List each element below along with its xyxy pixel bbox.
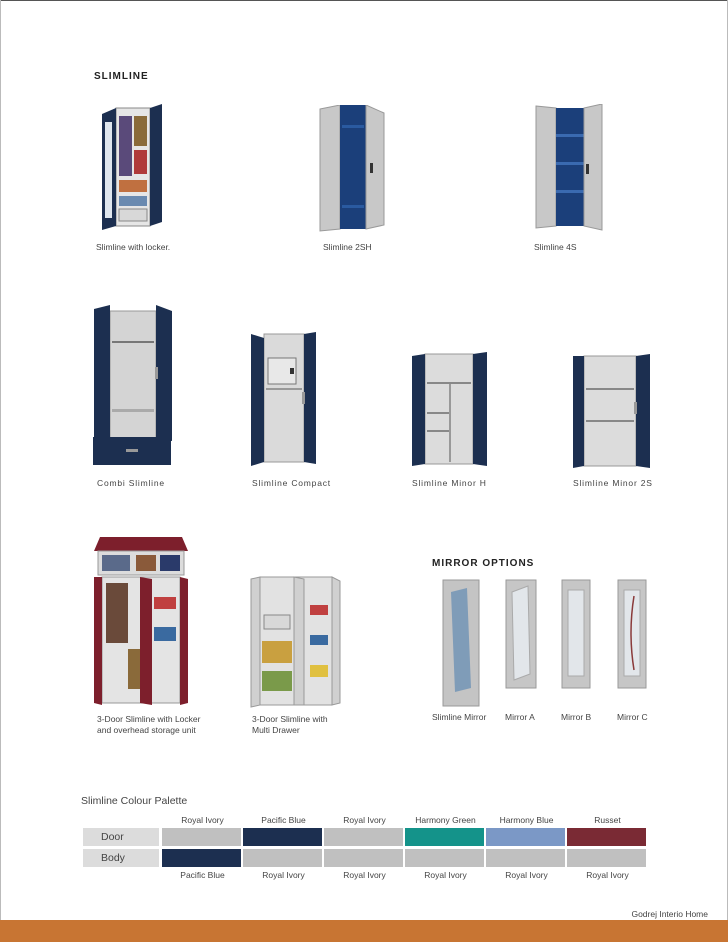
slimline-minor-2s-image — [572, 354, 652, 470]
body-colour-swatch — [324, 849, 403, 867]
caption-slimline-mirror: Slimline Mirror — [432, 712, 487, 722]
caption-slimline-minor-2s: Slimline Minor 2S — [573, 478, 653, 488]
body-colour-name: Pacific Blue — [180, 870, 225, 880]
door-colour-name: Russet — [594, 815, 621, 825]
body-colour-swatch — [486, 849, 565, 867]
door-colour-name: Royal Ivory — [181, 815, 224, 825]
three-door-slimline-locker-image — [92, 537, 190, 709]
door-colour-swatch — [162, 828, 241, 846]
slimline-2sh-image — [318, 105, 388, 233]
combi-slimline-image — [92, 305, 174, 467]
body-colour-name: Royal Ivory — [262, 870, 305, 880]
slimline-4s-image — [534, 104, 606, 232]
door-colour-name: Royal Ivory — [343, 815, 386, 825]
slimline-minor-h-image — [411, 352, 489, 468]
mirror-a-image — [504, 578, 538, 690]
slimline-heading: SLIMLINE — [94, 71, 149, 82]
caption-combi-slimline: Combi Slimline — [97, 478, 165, 488]
caption-slimline-4s: Slimline 4S — [534, 242, 577, 252]
caption-slimline-2sh: Slimline 2SH — [323, 242, 372, 252]
door-row-label: Door — [83, 828, 159, 846]
caption-mirror-b: Mirror B — [561, 712, 592, 722]
slimline-with-locker-image — [100, 104, 166, 230]
body-colour-name: Royal Ivory — [424, 870, 467, 880]
caption-slimline-with-locker: Slimline with locker. — [96, 242, 171, 252]
body-colour-swatch — [405, 849, 484, 867]
caption-three-door-locker-line1: 3-Door Slimline with Locker — [97, 714, 201, 724]
door-colour-swatch — [405, 828, 484, 846]
top-rule — [0, 0, 728, 1]
mirror-c-image — [616, 578, 648, 690]
mirror-options-heading: MIRROR OPTIONS — [432, 558, 535, 569]
footer-brand: Godrej Interio Home — [631, 909, 708, 919]
door-colour-name: Harmony Green — [415, 815, 476, 825]
body-row-label: Body — [83, 849, 159, 867]
left-rule — [0, 0, 1, 920]
door-colour-name: Pacific Blue — [261, 815, 306, 825]
bottom-accent-bar — [0, 920, 728, 942]
body-colour-name: Royal Ivory — [343, 870, 386, 880]
caption-three-door-multi-drawer-line2: Multi Drawer — [252, 725, 300, 735]
body-colour-swatch — [162, 849, 241, 867]
caption-mirror-c: Mirror C — [617, 712, 648, 722]
slimline-mirror-image — [441, 578, 481, 708]
door-colour-name: Harmony Blue — [499, 815, 554, 825]
door-colour-swatch — [567, 828, 646, 846]
body-colour-name: Royal Ivory — [586, 870, 629, 880]
three-door-slimline-multi-drawer-image — [250, 575, 342, 709]
caption-slimline-minor-h: Slimline Minor H — [412, 478, 487, 488]
door-colour-swatch — [324, 828, 403, 846]
body-colour-swatch — [243, 849, 322, 867]
door-colour-swatch — [243, 828, 322, 846]
slimline-compact-image — [250, 332, 318, 468]
palette-title: Slimline Colour Palette — [81, 795, 188, 807]
caption-mirror-a: Mirror A — [505, 712, 535, 722]
mirror-b-image — [560, 578, 592, 690]
body-colour-swatch — [567, 849, 646, 867]
door-colour-swatch — [486, 828, 565, 846]
caption-three-door-locker-line2: and overhead storage unit — [97, 725, 196, 735]
caption-slimline-compact: Slimline Compact — [252, 478, 331, 488]
caption-three-door-multi-drawer-line1: 3-Door Slimline with — [252, 714, 328, 724]
body-colour-name: Royal Ivory — [505, 870, 548, 880]
